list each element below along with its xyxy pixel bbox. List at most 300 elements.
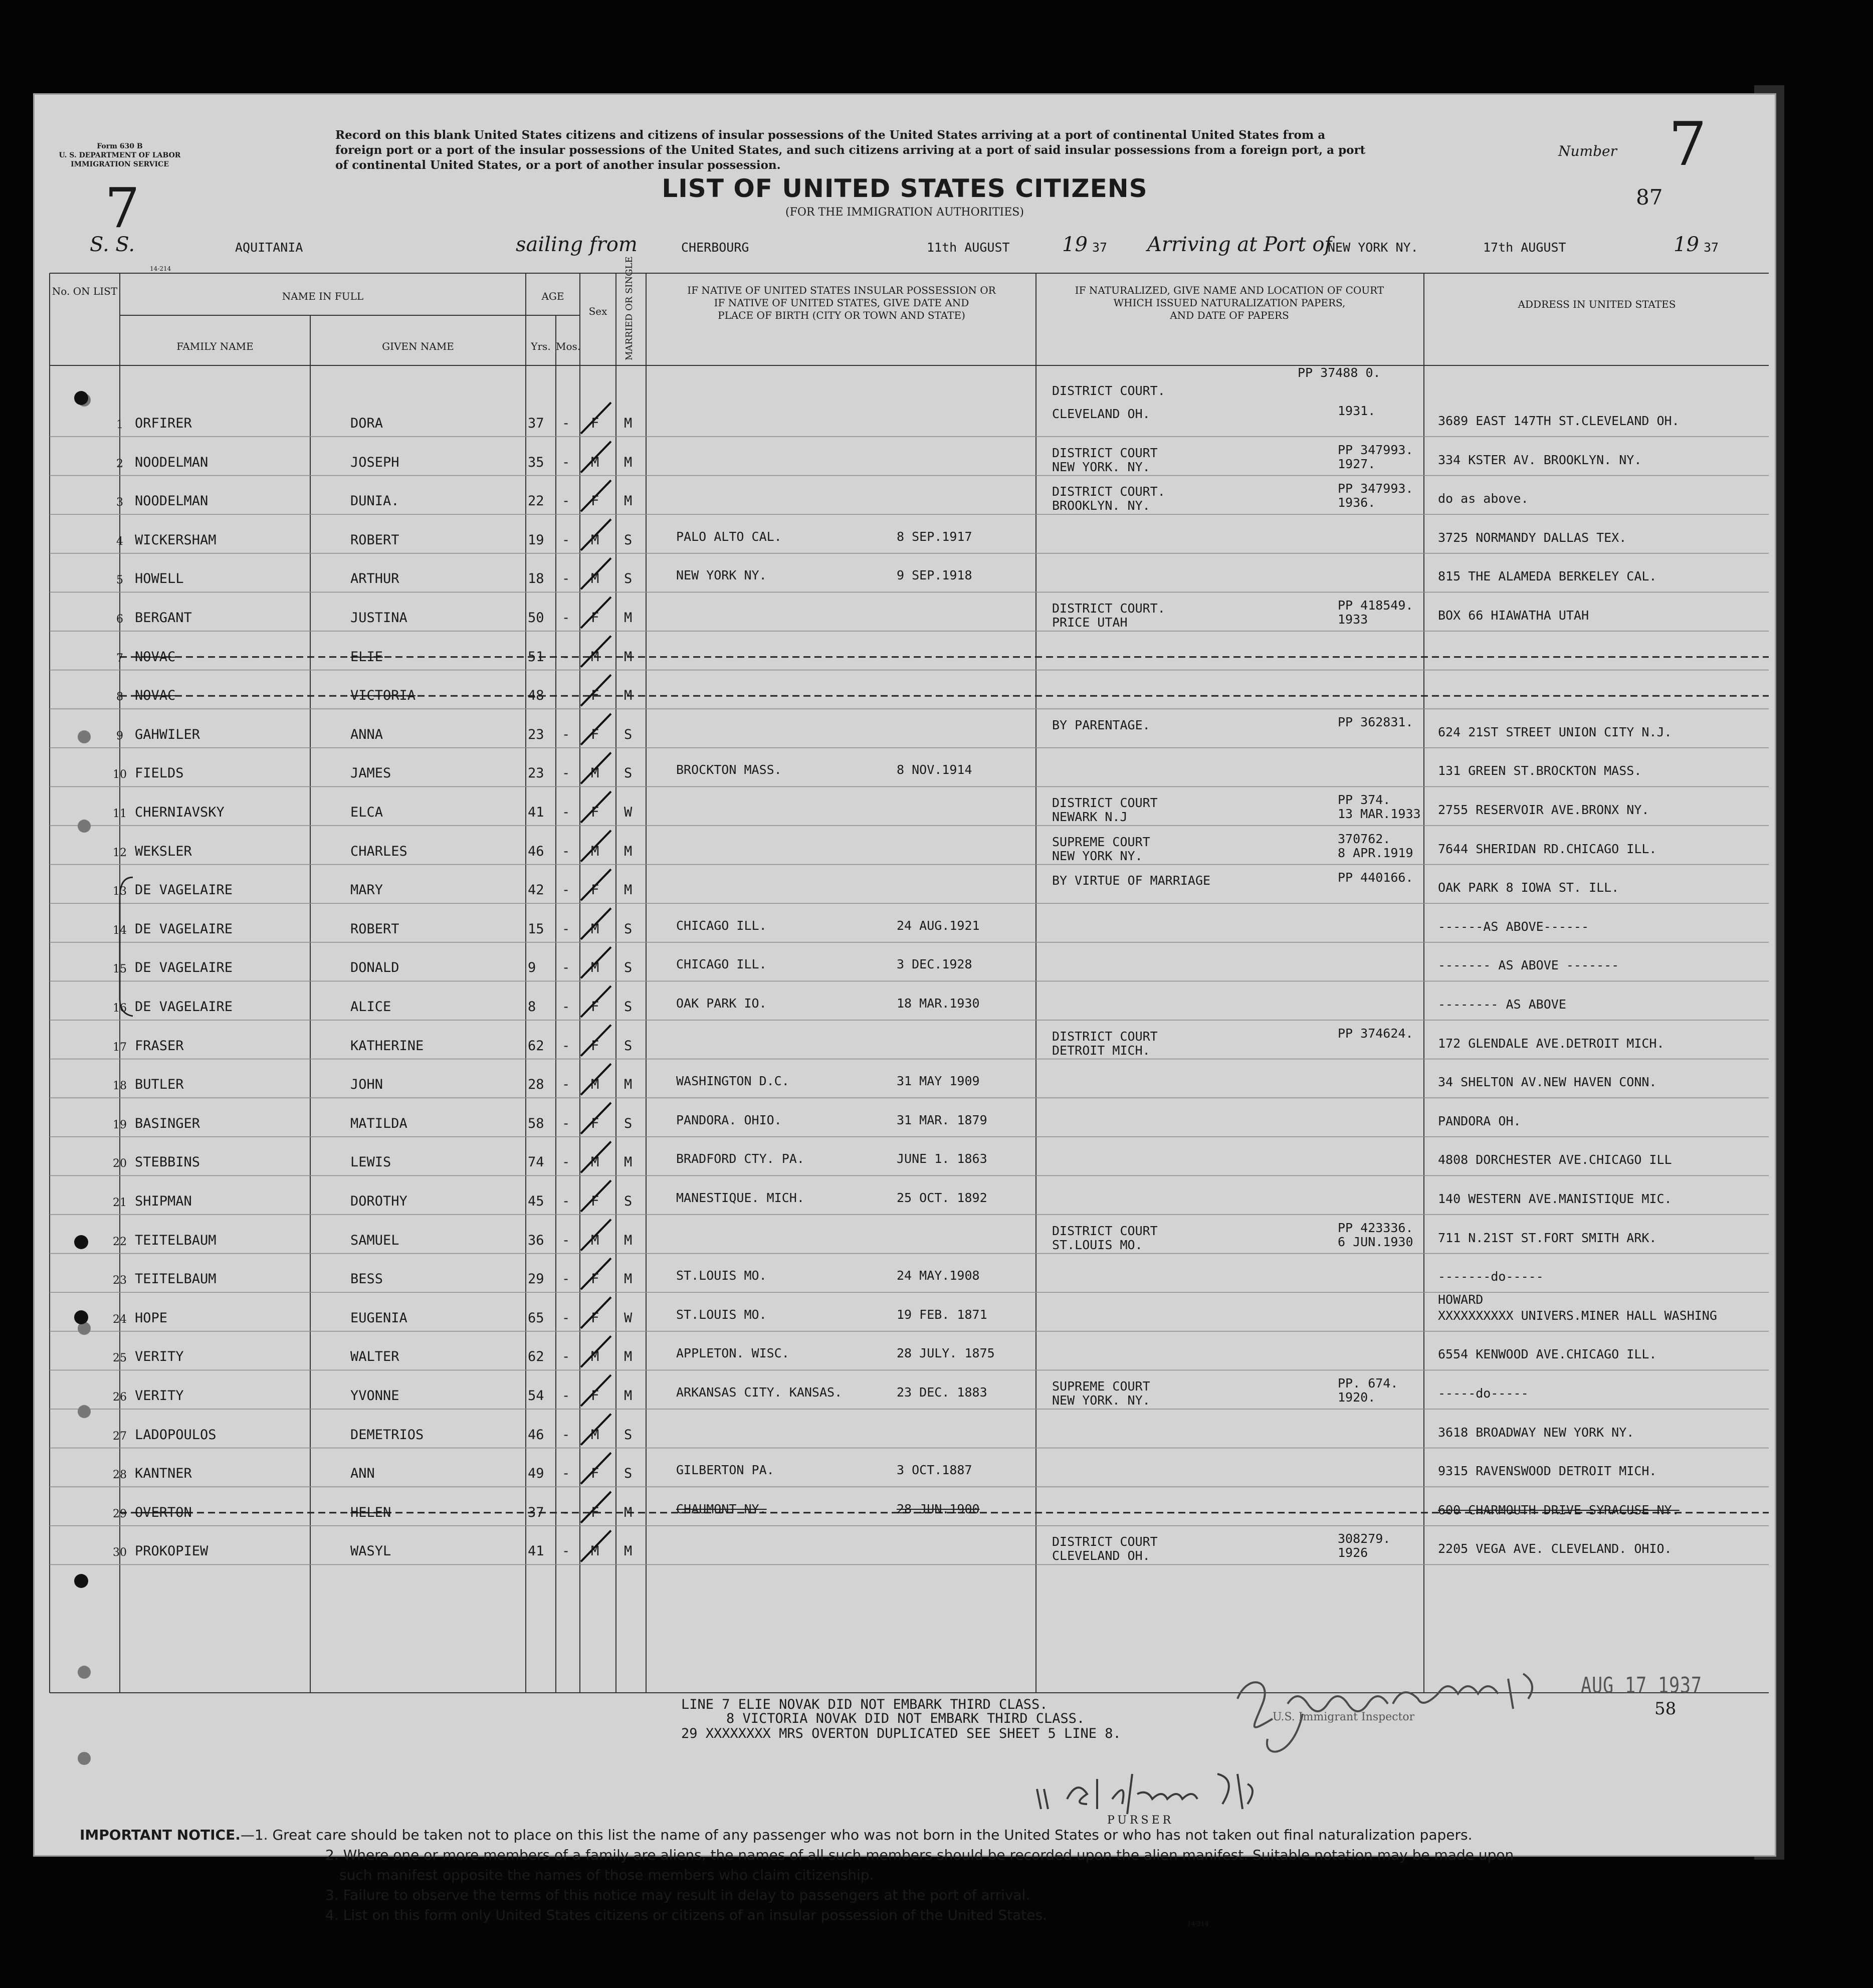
age-months: - [562, 1427, 570, 1443]
punch-hole [78, 1752, 91, 1765]
col-head-birth-line: IF NATIVE OF UNITED STATES, GIVE DATE AND [714, 297, 969, 309]
age-years: 41 [528, 805, 544, 820]
record-note-line: Record on this blank United States citizens and citizens of insular possessions of the United States arriving at a port of continental United States from a [335, 128, 1326, 142]
address: PANDORA OH. [1438, 1113, 1521, 1128]
court-name: BY VIRTUE OF MARRIAGE [1052, 873, 1211, 888]
family-name: TEITELBAUM [135, 1232, 217, 1248]
row-number: 13 [113, 885, 127, 898]
age-months: - [562, 1115, 570, 1131]
address: 3725 NORMANDY DALLAS TEX. [1438, 530, 1627, 545]
address: -------- AS ABOVE [1438, 997, 1566, 1012]
court-name: DISTRICT COURT [1052, 445, 1158, 460]
address: ------- AS ABOVE ------- [1438, 958, 1619, 973]
row-number: 5 [116, 574, 123, 587]
sex: F [591, 493, 599, 509]
age-months: - [562, 843, 570, 859]
row-number: 20 [113, 1157, 127, 1170]
age-years: 37 [528, 416, 544, 431]
sex: M [591, 532, 599, 548]
given-name: BESS [350, 1271, 383, 1287]
notice-item-4: 4. List on this form only United States citizens or citizens of an insular possession of the United States. [325, 1907, 1047, 1923]
age-years: 65 [528, 1310, 544, 1326]
marital-status: S [624, 1194, 633, 1209]
marital-status: M [624, 493, 633, 509]
age-years: 23 [528, 765, 544, 781]
birth-date: 3 OCT.1887 [897, 1463, 972, 1478]
sex: M [591, 1232, 599, 1248]
sex: F [591, 1466, 599, 1482]
court-location: CLEVELAND OH. [1052, 1548, 1150, 1563]
address: 624 21ST STREET UNION CITY N.J. [1438, 724, 1672, 739]
binder-hole [74, 1235, 88, 1249]
sex: F [591, 1504, 599, 1520]
court-location: NEW YORK. NY. [1052, 459, 1150, 474]
family-name: KANTNER [135, 1466, 192, 1482]
col-head-birth [651, 284, 1032, 322]
record-note-line: of continental United States, or a port of another insular possession. [335, 158, 781, 172]
form-number: Form 630 B [97, 142, 143, 150]
address: 9315 RAVENSWOOD DETROIT MICH. [1438, 1464, 1657, 1479]
row-number: 10 [113, 768, 127, 781]
given-name: ANN [350, 1466, 375, 1482]
age-years: 41 [528, 1543, 544, 1559]
marital-status: S [624, 1115, 633, 1131]
note-line-2: 8 VICTORIA NOVAK DID NOT EMBARK THIRD CLASS. [726, 1711, 1085, 1726]
table-grid [35, 95, 1775, 1855]
court-location: PRICE UTAH [1052, 615, 1128, 630]
family-name: BASINGER [135, 1115, 200, 1131]
age-months: - [562, 960, 570, 976]
marital-status: S [624, 532, 633, 548]
paper-number: PP 374624. [1338, 1026, 1413, 1041]
inspector-signature [1227, 1659, 1568, 1759]
row-number: 8 [116, 691, 123, 704]
marital-status: M [624, 1388, 633, 1404]
sex: F [591, 1194, 599, 1209]
given-name: KATHERINE [350, 1038, 424, 1054]
age-months: - [562, 1194, 570, 1209]
address: -----do----- [1438, 1386, 1529, 1401]
given-name: ELIE [350, 649, 383, 665]
given-name: ARTHUR [350, 571, 399, 587]
family-name: DE VAGELAIRE [135, 921, 233, 937]
age-months: - [562, 610, 570, 626]
family-name: HOWELL [135, 571, 184, 587]
marital-status: W [624, 1310, 633, 1326]
age-years: 9 [528, 960, 536, 976]
given-name: VICTORIA [350, 688, 416, 704]
court-name: DISTRICT COURT [1052, 1223, 1158, 1238]
birth-place: PANDORA. OHIO. [676, 1112, 782, 1127]
row-number: 2 [116, 457, 123, 470]
age-years: 18 [528, 571, 544, 587]
age-years: 54 [528, 1388, 544, 1404]
footer-print-code: 14-214 [1187, 1920, 1209, 1927]
marital-status: S [624, 999, 633, 1015]
page-subtitle: (FOR THE IMMIGRATION AUTHORITIES) [785, 206, 1024, 219]
address: BOX 66 HIAWATHA UTAH [1438, 608, 1589, 623]
paper-date: 6 JUN.1930 [1338, 1234, 1413, 1249]
col-head-birth-line: IF NATIVE OF UNITED STATES INSULAR POSSESSION OR [687, 284, 996, 296]
ss-label: S. S. [90, 233, 135, 256]
sex: F [591, 1038, 599, 1054]
sex: F [591, 416, 599, 431]
row-number: 12 [113, 846, 127, 859]
col-head-name: NAME IN FULL [282, 290, 364, 302]
family-name: VERITY [135, 1388, 184, 1404]
age-months: - [562, 454, 570, 470]
family-name: ORFIRER [135, 416, 192, 431]
family-name: BUTLER [135, 1077, 184, 1093]
sex: M [591, 1427, 599, 1443]
family-name: HOPE [135, 1310, 168, 1326]
marital-status: S [624, 1466, 633, 1482]
paper-number: PP 418549. [1338, 598, 1413, 613]
family-name: NOVAC [135, 649, 176, 665]
given-name: JOHN [350, 1077, 383, 1093]
paper-number: PP. 674. [1338, 1376, 1398, 1390]
paper-number: PP 440166. [1338, 870, 1413, 885]
row-number: 26 [113, 1391, 127, 1404]
sex: M [591, 960, 599, 976]
col-head-naturalization [1039, 284, 1420, 322]
paper-number: PP 347993. [1338, 442, 1413, 457]
col-head-nat-line: AND DATE OF PAPERS [1170, 309, 1289, 321]
age-months: - [562, 1543, 570, 1559]
notice-item-3: 3. Failure to observe the terms of this notice may result in delay to passengers at the port of arrival. [325, 1887, 1030, 1903]
punch-hole [78, 820, 91, 833]
address: 3689 EAST 147TH ST.CLEVELAND OH. [1438, 414, 1680, 428]
col-head-age: AGE [541, 290, 564, 302]
purser-signature [1032, 1764, 1293, 1819]
row-number: 25 [113, 1352, 127, 1365]
given-name: MATILDA [350, 1115, 407, 1131]
print-code: 14-214 [150, 265, 171, 272]
age-months: - [562, 1154, 570, 1170]
family-name: DE VAGELAIRE [135, 960, 233, 976]
row-number: 4 [116, 535, 123, 548]
age-months: - [562, 649, 570, 665]
family-name: WICKERSHAM [135, 532, 217, 548]
marital-status: S [624, 1038, 633, 1054]
age-years: 36 [528, 1232, 544, 1248]
address: 2205 VEGA AVE. CLEVELAND. OHIO. [1438, 1541, 1672, 1556]
age-years: 48 [528, 688, 544, 704]
col-head-sex: Sex [588, 305, 607, 317]
row-number: 9 [116, 729, 123, 742]
department-name: U. S. DEPARTMENT OF LABOR [59, 151, 181, 159]
age-months: - [562, 571, 570, 587]
date-stamp: AUG 17 1937 [1581, 1673, 1702, 1698]
row-number: 30 [113, 1546, 127, 1559]
marital-status: M [624, 1504, 633, 1520]
manifest-sheet [33, 93, 1776, 1927]
birth-place: GILBERTON PA. [676, 1463, 774, 1478]
row-number: 19 [113, 1118, 127, 1131]
sex: M [591, 1154, 599, 1170]
address: 131 GREEN ST.BROCKTON MASS. [1438, 763, 1642, 778]
col-head-married: MARRIED OR SINGLE [624, 256, 635, 360]
col-head-given: GIVEN NAME [382, 340, 454, 352]
col-head-nat-line: WHICH ISSUED NATURALIZATION PAPERS, [1113, 297, 1346, 309]
number-label: Number [1558, 143, 1617, 159]
row-number: 23 [113, 1274, 127, 1287]
birth-place: ST.LOUIS MO. [676, 1307, 767, 1322]
notice-item-1: —1. Great care should be taken not to place on this list the name of any passenger who was not born in the United States or who has not taken out final naturalization papers. [240, 1827, 1473, 1843]
age-years: 37 [528, 1504, 544, 1520]
family-name: CHERNIAVSKY [135, 805, 225, 820]
court-location: DETROIT MICH. [1052, 1043, 1150, 1058]
age-years: 62 [528, 1349, 544, 1365]
col-head-family: FAMILY NAME [176, 340, 254, 352]
age-years: 19 [528, 532, 544, 548]
address: OAK PARK 8 IOWA ST. ILL. [1438, 880, 1619, 895]
marital-status: M [624, 610, 633, 626]
depart-year-prefix: 19 [1062, 233, 1088, 256]
address: 34 SHELTON AV.NEW HAVEN CONN. [1438, 1075, 1657, 1090]
row-number: 29 [113, 1507, 127, 1520]
sheet-number: 7 [1669, 110, 1707, 179]
age-months: - [562, 688, 570, 704]
family-name: VERITY [135, 1349, 184, 1365]
marital-status: M [624, 1232, 633, 1248]
age-years: 29 [528, 1271, 544, 1287]
given-name: WASYL [350, 1543, 391, 1559]
age-years: 28 [528, 1077, 544, 1093]
court-name: DISTRICT COURT. [1052, 484, 1165, 499]
ship-name: AQUITANIA [235, 240, 303, 255]
age-years: 46 [528, 843, 544, 859]
sex: M [591, 765, 599, 781]
sex: M [591, 454, 599, 470]
sex: M [591, 843, 599, 859]
note-line-1: LINE 7 ELIE NOVAK DID NOT EMBARK THIRD CLASS. [681, 1697, 1048, 1712]
col-head-birth-line: PLACE OF BIRTH (CITY OR TOWN AND STATE) [718, 309, 965, 321]
family-name: FRASER [135, 1038, 184, 1054]
court-location: NEW YORK. NY. [1052, 1393, 1150, 1408]
row-number: 6 [116, 613, 123, 626]
birth-date: 8 NOV.1914 [897, 762, 972, 777]
birth-place: NEW YORK NY. [676, 568, 767, 583]
court-name: DISTRICT COURT [1052, 796, 1158, 810]
address-correction: HOWARD [1438, 1292, 1484, 1307]
age-years: 35 [528, 454, 544, 470]
col-head-no: No. ON LIST [52, 285, 118, 297]
sex: F [591, 1271, 599, 1287]
birth-date: 19 FEB. 1871 [897, 1307, 987, 1322]
given-name: ANNA [350, 726, 383, 742]
court-location: NEW YORK NY. [1052, 848, 1143, 863]
age-months: - [562, 1310, 570, 1326]
sex: F [591, 1310, 599, 1326]
paper-number: PP 362831. [1338, 714, 1413, 729]
birth-date: 31 MAY 1909 [897, 1074, 980, 1089]
age-years: 58 [528, 1115, 544, 1131]
birth-date: 31 MAR. 1879 [897, 1112, 987, 1127]
birth-place: BROCKTON MASS. [676, 762, 782, 777]
age-years: 51 [528, 649, 544, 665]
age-years: 49 [528, 1466, 544, 1482]
row-number: 18 [113, 1080, 127, 1093]
marital-status: W [624, 805, 633, 820]
arrive-year-suffix: 37 [1704, 240, 1719, 255]
marital-status: M [624, 649, 633, 665]
age-years: 50 [528, 610, 544, 626]
handwritten-list-number: 7 [105, 176, 140, 240]
sex: F [591, 805, 599, 820]
paper-date: 13 MAR.1933 [1338, 807, 1421, 821]
row-number: 21 [113, 1197, 127, 1209]
sex: F [591, 1388, 599, 1404]
marital-status: S [624, 726, 633, 742]
age-months: - [562, 1388, 570, 1404]
given-name: DEMETRIOS [350, 1427, 424, 1443]
family-name: NOVAC [135, 688, 176, 704]
family-name: STEBBINS [135, 1154, 200, 1170]
arriving-label: Arriving at Port of [1147, 233, 1332, 256]
marital-status: S [624, 1427, 633, 1443]
address: 7644 SHERIDAN RD.CHICAGO ILL. [1438, 841, 1657, 856]
family-name: BERGANT [135, 610, 192, 626]
age-months: - [562, 1232, 570, 1248]
family-name: SHIPMAN [135, 1194, 192, 1209]
age-years: 23 [528, 726, 544, 742]
row-number: 17 [113, 1041, 127, 1054]
paper-number: 1931. [1338, 404, 1376, 418]
row-number: 15 [113, 963, 127, 976]
given-name: WALTER [350, 1349, 399, 1365]
binder-hole [74, 391, 88, 405]
address: 2755 RESERVOIR AVE.BRONX NY. [1438, 803, 1649, 817]
birth-place: WASHINGTON D.C. [676, 1074, 789, 1089]
punch-hole [78, 730, 91, 743]
birth-date: 24 AUG.1921 [897, 918, 980, 933]
page-number: 87 [1636, 185, 1663, 210]
court-name: CLEVELAND OH. [1052, 407, 1150, 421]
sex: F [591, 610, 599, 626]
marital-status: M [624, 416, 633, 431]
marital-status: M [624, 882, 633, 898]
birth-place: MANESTIQUE. MICH. [676, 1190, 804, 1205]
row-number: 3 [116, 496, 123, 509]
service-name: IMMIGRATION SERVICE [71, 160, 169, 168]
family-name: LADOPOULOS [135, 1427, 217, 1443]
sheet-page-number: 58 [1654, 1699, 1677, 1719]
birth-place: CHICAGO ILL. [676, 918, 767, 933]
paper-date: 1927. [1338, 456, 1376, 471]
age-months: - [562, 532, 570, 548]
age-years: 15 [528, 921, 544, 937]
age-months: - [562, 805, 570, 820]
birth-place: APPLETON. WISC. [676, 1346, 789, 1361]
address: 600 CHARMOUTH DRIVE SYRACUSE NY. [1438, 1502, 1680, 1517]
age-months: - [562, 921, 570, 937]
marital-status: M [624, 843, 633, 859]
family-name: FIELDS [135, 765, 184, 781]
court-name: DISTRICT COURT [1052, 1029, 1158, 1044]
age-years: 46 [528, 1427, 544, 1443]
address: 4808 DORCHESTER AVE.CHICAGO ILL [1438, 1152, 1672, 1167]
marital-status: M [624, 688, 633, 704]
paper-number: 308279. [1338, 1531, 1391, 1546]
port-to: NEW YORK NY. [1328, 240, 1418, 255]
marital-status: M [624, 1349, 633, 1365]
court-name: BY PARENTAGE. [1052, 717, 1150, 732]
age-months: - [562, 1077, 570, 1093]
punch-hole [78, 1405, 91, 1418]
birth-place: ARKANSAS CITY. KANSAS. [676, 1385, 843, 1400]
family-name: NOODELMAN [135, 493, 209, 509]
court-name: SUPREME COURT [1052, 834, 1150, 849]
address: XXXXXXXXXX UNIVERS.MINER HALL WASHING [1438, 1308, 1717, 1323]
depart-date: 11th AUGUST [927, 240, 1010, 255]
family-name: WEKSLER [135, 843, 192, 859]
address: 3618 BROADWAY NEW YORK NY. [1438, 1425, 1634, 1440]
given-name: YVONNE [350, 1388, 399, 1404]
sailing-label: sailing from [516, 233, 638, 256]
address: 815 THE ALAMEDA BERKELEY CAL. [1438, 569, 1657, 584]
arrive-date: 17th AUGUST [1483, 240, 1566, 255]
age-months: - [562, 999, 570, 1015]
row-number: 28 [113, 1469, 127, 1482]
age-months: - [562, 416, 570, 431]
family-name: DE VAGELAIRE [135, 999, 233, 1015]
birth-date: 8 SEP.1917 [897, 529, 972, 544]
age-months: - [562, 1349, 570, 1365]
court-name: SUPREME COURT [1052, 1379, 1150, 1394]
birth-place: CHAUMONT NY. [676, 1501, 767, 1516]
marital-status: S [624, 571, 633, 587]
punch-hole [78, 1666, 91, 1679]
given-name: JUSTINA [350, 610, 407, 626]
age-months: - [562, 1504, 570, 1520]
binder-hole [74, 1310, 88, 1324]
birth-date: 28 JUN.1900 [897, 1501, 980, 1516]
paper-date: 1936. [1338, 495, 1376, 510]
given-name: MARY [350, 882, 383, 898]
marital-status: S [624, 921, 633, 937]
row-number: 11 [113, 808, 127, 820]
given-name: ELCA [350, 805, 383, 820]
notice-item-2b: such manifest opposite the names of those members who claim citizenship. [339, 1867, 874, 1883]
row-number: 22 [113, 1235, 127, 1248]
address: 172 GLENDALE AVE.DETROIT MICH. [1438, 1036, 1664, 1051]
top-court: DISTRICT COURT. [1052, 383, 1165, 398]
col-head-mos: Mos. [556, 340, 581, 352]
birth-date: 28 JULY. 1875 [897, 1346, 995, 1361]
given-name: ROBERT [350, 532, 399, 548]
marital-status: M [624, 1271, 633, 1287]
family-name: OVERTON [135, 1504, 192, 1520]
address: -------do----- [1438, 1269, 1544, 1284]
court-name: DISTRICT COURT [1052, 1534, 1158, 1549]
record-note-line: foreign port or a port of the insular possessions of the United States, and such citizens arriving at a port of said insular possessions from a foreign port, a port [335, 143, 1366, 157]
age-months: - [562, 1466, 570, 1482]
birth-date: 23 DEC. 1883 [897, 1385, 987, 1400]
depart-year-suffix: 37 [1092, 240, 1108, 255]
row-number: 16 [113, 1002, 127, 1015]
birth-date: JUNE 1. 1863 [897, 1151, 987, 1166]
address: 140 WESTERN AVE.MANISTIQUE MIC. [1438, 1191, 1672, 1206]
sex: M [591, 571, 599, 587]
paper-date: 1920. [1338, 1390, 1376, 1405]
arrive-year-prefix: 19 [1674, 233, 1699, 256]
age-years: 74 [528, 1154, 544, 1170]
paper-number: PP 423336. [1338, 1220, 1413, 1235]
given-name: DOROTHY [350, 1194, 407, 1209]
age-months: - [562, 1271, 570, 1287]
sex: M [591, 649, 599, 665]
